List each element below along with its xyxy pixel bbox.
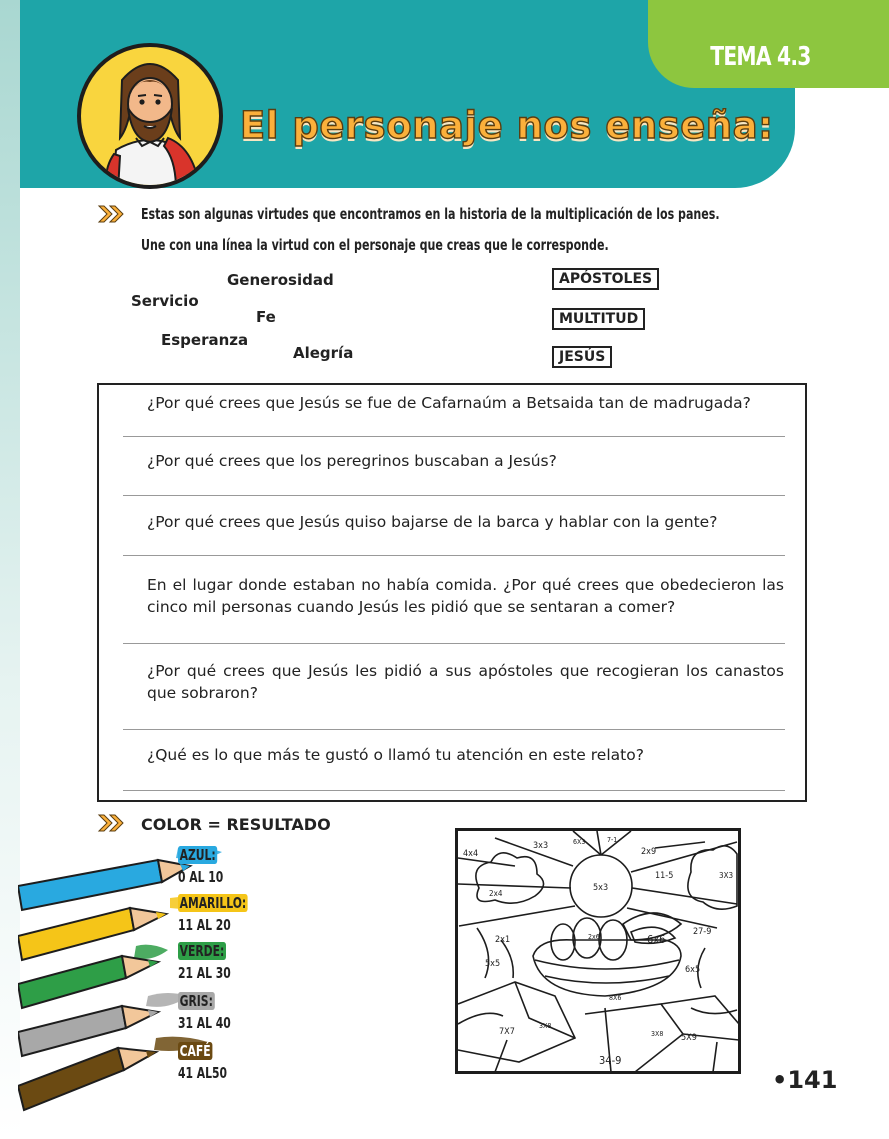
question-4: En el lugar donde estaban no había comida. ¿Por qué crees que obedecieron las cinco mil personas cuando Jesús les pidió que se sentaran a comer? [147, 576, 784, 616]
pic-label-4: 7-1 [607, 836, 618, 844]
bullet-dot-icon: • [772, 1066, 788, 1094]
pic-label-14: 5x5 [485, 959, 501, 969]
pic-label-7: 11-5 [655, 871, 674, 881]
pic-label-21: 34-9 [599, 1054, 622, 1067]
legend-yellow-range: 11 AL 20 [178, 916, 231, 934]
instruction-line-1: Estas son algunas virtudes que encontramos en la historia de la multiplicación de los panes. [141, 205, 720, 223]
legend-green [178, 940, 231, 984]
pic-label-15: 6x5 [685, 965, 701, 975]
answer-line-4[interactable] [123, 643, 785, 644]
virtue-esperanza: Esperanza [161, 331, 249, 349]
pic-label-3: 6X3 [573, 838, 586, 846]
chevron-bullet-icon [97, 204, 127, 224]
legend-brown [178, 1040, 227, 1084]
answer-line-3[interactable] [123, 555, 785, 556]
legend-yellow [178, 892, 248, 936]
answer-line-5[interactable] [123, 729, 785, 730]
pic-label-11: 6x6 [647, 933, 666, 946]
legend-blue-name: AZUL: [179, 846, 216, 864]
left-decorative-strip [0, 0, 20, 1139]
answer-line-2[interactable] [123, 495, 785, 496]
instruction-line-2: Une con una línea la virtud con el personaje que creas que le corresponde. [141, 236, 609, 254]
answer-line-6[interactable] [123, 790, 785, 791]
virtue-servicio: Servicio [131, 292, 199, 310]
legend-yellow-name: AMARILLO: [179, 894, 247, 912]
pic-label-13: 2x1 [495, 935, 511, 945]
jesus-avatar [76, 42, 224, 190]
page-number [772, 1066, 837, 1094]
legend-gray-range: 31 AL 40 [178, 1014, 231, 1032]
legend-blue-range: 0 AL 10 [178, 868, 224, 886]
answer-line-1[interactable] [123, 436, 785, 437]
pic-label-9: 2x4 [489, 889, 503, 898]
legend-green-range: 21 AL 30 [178, 964, 231, 982]
question-3: ¿Por qué crees que Jesús quiso bajarse de la barca y hablar con la gente? [147, 513, 718, 531]
pic-label-16: 8X6 [609, 994, 622, 1002]
character-apostoles: APÓSTOLES [552, 268, 659, 290]
question-5: ¿Por qué crees que Jesús les pidió a sus apóstoles que recogieran los canastos que sobraron? [147, 662, 784, 702]
pic-label-2: 3x3 [533, 841, 549, 851]
legend-green-name: VERDE: [179, 942, 225, 960]
tema-label: TEMA 4.3 [710, 42, 811, 72]
legend-gray-name: GRIS: [179, 992, 213, 1010]
pic-label-1: 4x4 [463, 849, 479, 859]
pic-label-10: 2x6 [588, 933, 600, 941]
question-6: ¿Qué es lo que más te gustó o llamó tu atención en este relato? [147, 746, 644, 764]
pic-label-20: 5X9 [681, 1033, 697, 1043]
color-result-heading: COLOR = RESULTADO [141, 815, 331, 834]
legend-blue [178, 844, 223, 888]
pic-label-8: 3X3 [719, 871, 734, 880]
character-jesus: JESÚS [552, 346, 612, 368]
pic-label-19: 3X8 [651, 1030, 664, 1038]
color-by-number-picture[interactable] [455, 828, 741, 1074]
pic-label-17: 7X7 [499, 1027, 515, 1037]
pic-label-6: 5x3 [593, 883, 609, 893]
question-1: ¿Por qué crees que Jesús se fue de Cafarnaúm a Betsaida tan de madrugada? [147, 394, 751, 412]
tema-tab [648, 0, 889, 88]
virtue-alegria: Alegría [293, 344, 354, 362]
pic-label-18: 3X8 [539, 1022, 552, 1030]
legend-brown-name: CAFÉ [179, 1042, 211, 1060]
page-number-value: 141 [787, 1066, 838, 1094]
question-2: ¿Por qué crees que los peregrinos buscaban a Jesús? [147, 452, 557, 470]
pic-label-5: 2x9 [641, 847, 657, 857]
legend-gray [178, 990, 231, 1034]
page-title: El personaje nos enseña: [240, 104, 774, 147]
pic-label-12: 27-9 [693, 927, 712, 937]
legend-brown-range: 41 AL50 [178, 1064, 228, 1082]
virtue-generosidad: Generosidad [227, 271, 334, 289]
virtue-fe: Fe [256, 308, 276, 326]
chevron-bullet-icon [97, 813, 127, 833]
character-multitud: MULTITUD [552, 308, 645, 330]
